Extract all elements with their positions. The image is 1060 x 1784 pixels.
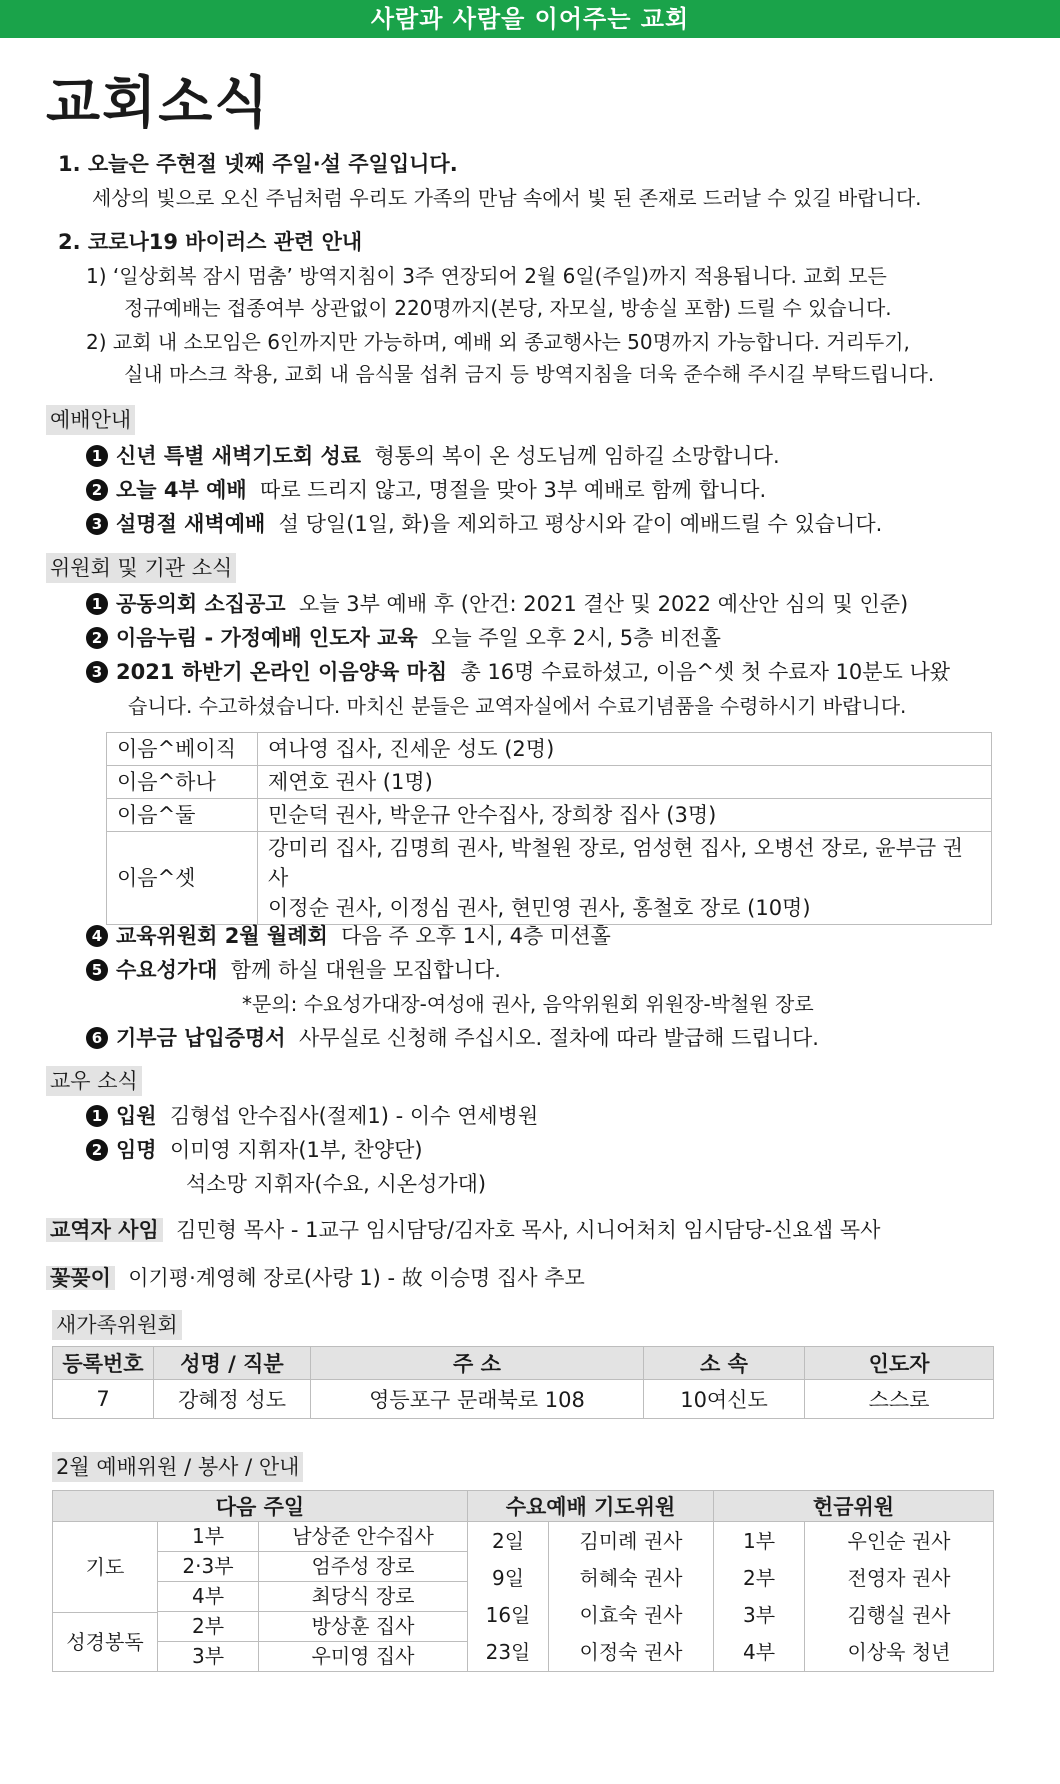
section-committee-heading: 위원회 및 기관 소식 xyxy=(46,553,236,583)
table-row xyxy=(107,733,992,766)
flowers: 꽃꽂이 이기평·계영혜 장로(사랑 1) - 故 이승명 집사 추모 xyxy=(46,1262,585,1294)
number-2-icon: 2 xyxy=(86,627,108,649)
table-row xyxy=(107,799,992,832)
section-worship-heading: 예배안내 xyxy=(46,405,135,435)
graduates: 강미리 집사, 김명희 권사, 박철원 장로, 엄성현 집사, 오병선 장로, 윤부금 권사 이정순 권사, 이정심 권사, 현민영 권사, 홍철호 장로 (10명) xyxy=(258,832,992,925)
number-1-icon: 1 xyxy=(86,593,108,615)
section-newfamily-heading: 새가족위원회 xyxy=(52,1310,182,1340)
section-feb-heading: 2월 예배위원 / 봉사 / 안내 xyxy=(52,1452,303,1482)
prayer-label: 기도 xyxy=(53,1522,157,1613)
graduates: 민순덕 권사, 박운규 안수집사, 장희창 집사 (3명) xyxy=(258,799,992,832)
table-row xyxy=(53,1522,994,1672)
course-name: 이음^셋 xyxy=(107,832,258,925)
col-guide: 인도자 xyxy=(805,1347,994,1380)
notice-2-line-1: 1) ‘일상회복 잠시 멈춤’ 방역지침이 3주 연장되어 2월 6일(주일)까지 적용됩니다. 교회 모든 xyxy=(86,264,887,288)
notice-2-line-4: 실내 마스크 착용, 교회 내 음식물 섭취 금지 등 방역지침을 더욱 준수해 주시길 부탁드립니다. xyxy=(124,362,935,386)
notice-2-line-2: 정규예배는 접종여부 상관없이 220명까지(본당, 자모실, 방송실 포함) 드릴 수 있습니다. xyxy=(124,296,892,320)
notice-1-body: 세상의 빛으로 오신 주님처럼 우리도 가족의 만남 속에서 빛 된 존재로 드러날 수 있길 바랍니다. xyxy=(92,186,922,210)
table-header-row xyxy=(53,1491,994,1522)
number-2-icon: 2 xyxy=(86,479,108,501)
number-3-icon: 3 xyxy=(86,661,108,683)
newfamily-table xyxy=(52,1346,994,1419)
cell: 스스로 xyxy=(805,1380,994,1419)
committee-item-3-cont: 습니다. 수고하셨습니다. 마치신 분들은 교역자실에서 수료기념품을 수령하시기 바랍니다. xyxy=(128,694,907,718)
col-group: 소 속 xyxy=(644,1347,805,1380)
offer-svc-col: 1부 2부 3부 4부 xyxy=(714,1522,805,1672)
worship-item-2: 2 오늘 4부 예배 따로 드리지 않고, 명절을 맞아 3부 예배로 함께 합니다. xyxy=(86,474,766,506)
number-2-icon: 2 xyxy=(86,1139,108,1161)
committee-item-1: 1 공동의회 소집공고 오늘 3부 예배 후 (안건: 2021 결산 및 2022 예산안 심의 및 인준) xyxy=(86,588,908,620)
staff-label: 교역자 사임 xyxy=(46,1218,163,1242)
table-row xyxy=(107,766,992,799)
members-item-2: 2 임명 이미영 지휘자(1부, 찬양단) xyxy=(86,1134,423,1166)
wed-date-col: 2일 9일 16일 23일 xyxy=(468,1522,549,1672)
flowers-label: 꽃꽂이 xyxy=(46,1266,115,1290)
number-3-icon: 3 xyxy=(86,513,108,535)
course-name: 이음^하나 xyxy=(107,766,258,799)
role-labels xyxy=(53,1522,158,1672)
course-name: 이음^베이직 xyxy=(107,733,258,766)
graduates: 제연호 권사 (1명) xyxy=(258,766,992,799)
notice-2-heading: 2. 코로나19 바이러스 관련 안내 xyxy=(58,230,363,254)
committee-item-5: 5 수요성가대 함께 하실 대원을 모집합니다. xyxy=(86,954,501,986)
page-title: 교회소식 xyxy=(46,70,271,136)
offer-name-col: 우인순 권사 전영자 권사 김행실 권사 이상욱 청년 xyxy=(805,1522,994,1672)
notice-2-line-3: 2) 교회 내 소모임은 6인까지만 가능하며, 예배 외 종교행사는 50명까지 가능합니다. 거리두기, xyxy=(86,330,910,354)
col-reg-no: 등록번호 xyxy=(53,1347,154,1380)
cell: 영등포구 문래북로 108 xyxy=(311,1380,644,1419)
staff-resignation: 교역자 사임 김민형 목사 - 1교구 임시담당/김자호 목사, 시니어처치 임시담당-신요셉 목사 xyxy=(46,1214,880,1246)
banner: 사람과 사람을 이어주는 교회 xyxy=(0,0,1060,38)
notice-1-heading: 1. 오늘은 주현절 넷째 주일·설 주일입니다. xyxy=(58,152,458,176)
number-1-icon: 1 xyxy=(86,1105,108,1127)
header-next-sunday: 다음 주일 xyxy=(53,1491,468,1522)
number-1-icon: 1 xyxy=(86,445,108,467)
committee-item-6: 6 기부금 납입증명서 사무실로 신청해 주십시오. 절차에 따라 발급해 드립니다. xyxy=(86,1022,819,1054)
table-header-row xyxy=(53,1347,994,1380)
worship-item-1: 1 신년 특별 새벽기도회 성료 형통의 복이 온 성도님께 임하길 소망합니다. xyxy=(86,440,780,472)
col-address: 주 소 xyxy=(311,1347,644,1380)
members-item-1: 1 입원 김형섭 안수집사(절제1) - 이수 연세병원 xyxy=(86,1100,538,1132)
committee-item-2: 2 이음누림 - 가정예배 인도자 교육 오늘 주일 오후 2시, 5층 비전홀 xyxy=(86,622,721,654)
next-svc-col: 1부 2·3부 4부 2부 3부 xyxy=(158,1522,259,1672)
header-offering: 헌금위원 xyxy=(714,1491,994,1522)
cell: 강혜정 성도 xyxy=(154,1380,311,1419)
next-name-col: 남상준 안수집사 엄주성 장로 최당식 장로 방상훈 집사 우미영 집사 xyxy=(259,1522,468,1672)
committee-item-5-inquiry: *문의: 수요성가대장-여성애 권사, 음악위원회 위원장-박철원 장로 xyxy=(242,992,814,1016)
section-members-heading: 교우 소식 xyxy=(46,1066,142,1096)
reading-label: 성경봉독 xyxy=(66,1630,144,1654)
committee-item-4: 4 교육위원회 2월 월례회 다음 주 오후 1시, 4층 미션홀 xyxy=(86,920,611,952)
table-row xyxy=(53,1380,994,1419)
col-name: 성명 / 직분 xyxy=(154,1347,311,1380)
wed-name-col: 김미례 권사 허혜숙 권사 이효숙 권사 이정숙 권사 xyxy=(549,1522,714,1672)
course-name: 이음^둘 xyxy=(107,799,258,832)
table-row xyxy=(107,832,992,925)
committee-item-3: 3 2021 하반기 온라인 이음양육 마침 총 16명 수료하셨고, 이음^셋 첫 수료자 10분도 나왔 xyxy=(86,656,950,688)
members-item-2-cont: 석소망 지휘자(수요, 시온성가대) xyxy=(186,1172,487,1196)
header-wed-prayer: 수요예배 기도위원 xyxy=(468,1491,714,1522)
cell: 7 xyxy=(53,1380,154,1419)
number-6-icon: 6 xyxy=(86,1027,108,1049)
feb-roster-table xyxy=(52,1490,994,1672)
number-5-icon: 5 xyxy=(86,959,108,981)
cell: 10여신도 xyxy=(644,1380,805,1419)
graduates-table xyxy=(106,732,992,925)
graduates: 여나영 집사, 진세운 성도 (2명) xyxy=(258,733,992,766)
number-4-icon: 4 xyxy=(86,925,108,947)
worship-item-3: 3 설명절 새벽예배 설 당일(1일, 화)을 제외하고 평상시와 같이 예배드릴 수 있습니다. xyxy=(86,508,882,540)
